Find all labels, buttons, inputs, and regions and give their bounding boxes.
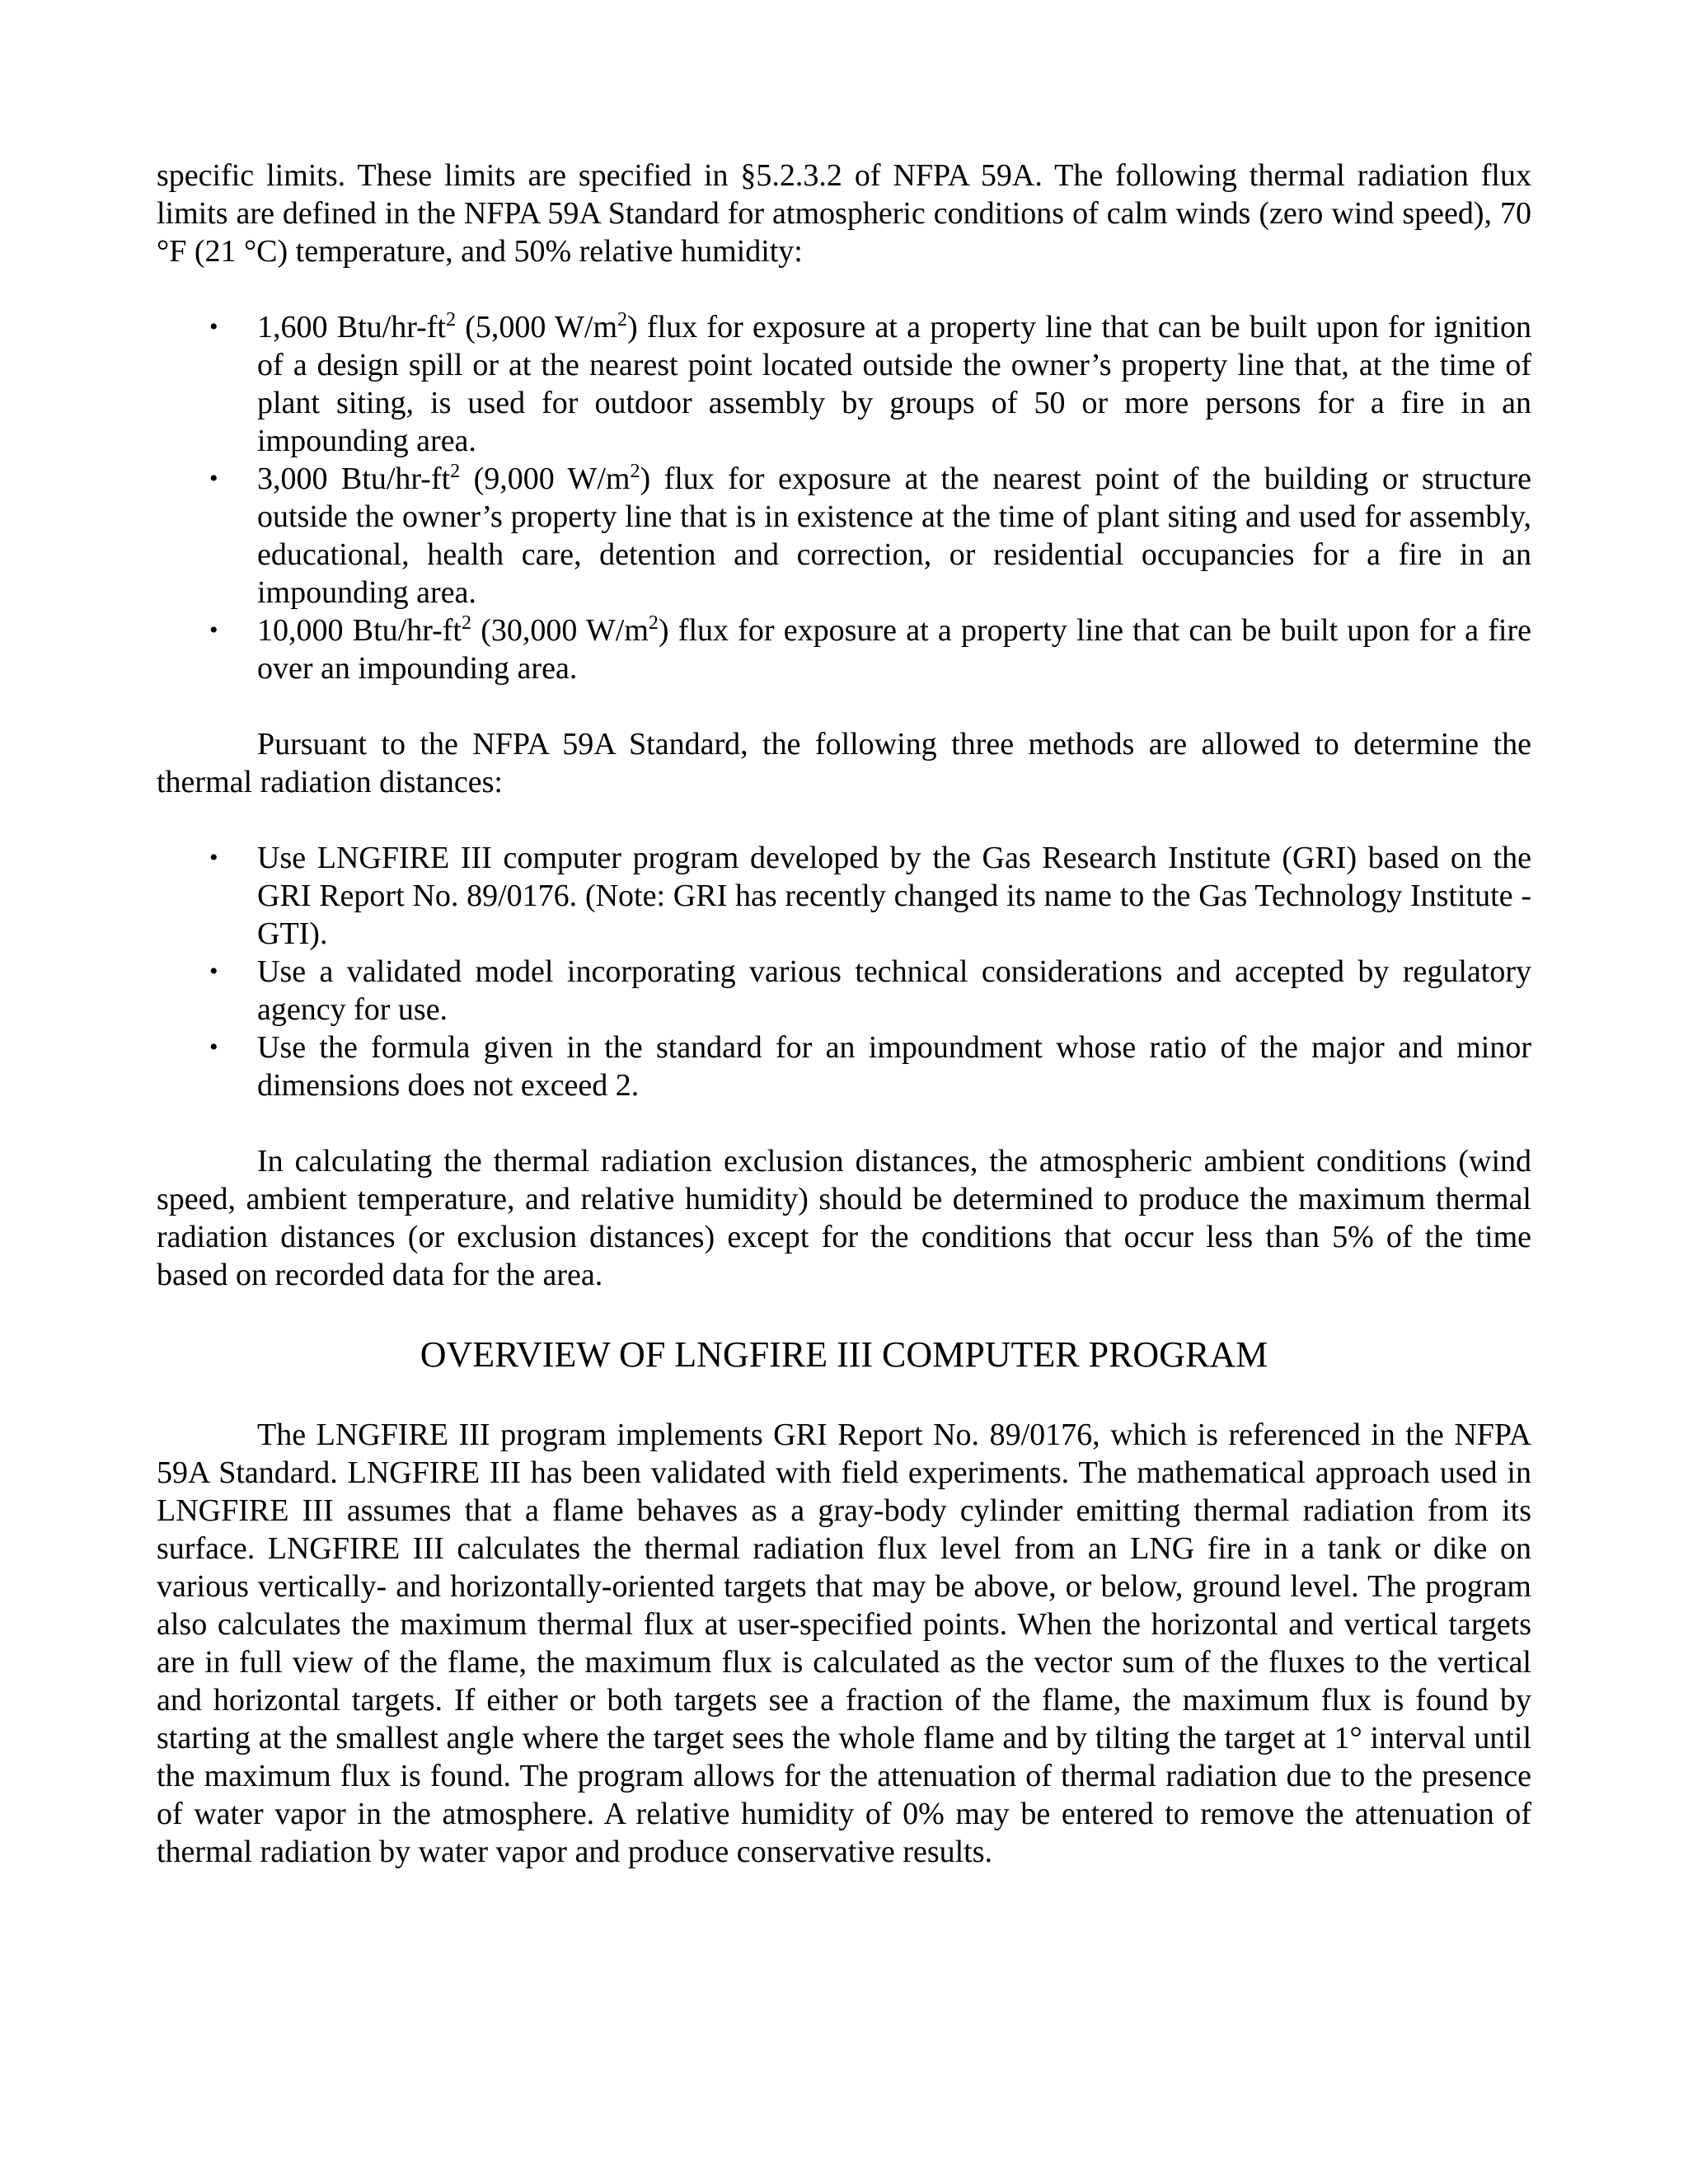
list-item (157, 1029, 1531, 1104)
methods-intro-paragraph: Pursuant to the NFPA 59A Standard, the following three methods are allowed to determine the thermal radiation distances: (157, 727, 1531, 799)
spacer (157, 1104, 1531, 1142)
method-text: Use the formula given in the standard for an impoundment whose ratio of the major and minor dimensions does not exceed 2. (257, 1030, 1531, 1103)
method-text: Use a validated model incorporating various technical considerations and accepted by regulatory agency for use. (257, 954, 1531, 1027)
document-page (157, 157, 1531, 1871)
spacer (157, 1378, 1531, 1416)
spacer (157, 1294, 1531, 1332)
spacer (157, 801, 1531, 839)
methods-list (157, 839, 1531, 1104)
superscript: 2 (648, 612, 659, 634)
superscript: 2 (450, 461, 461, 482)
superscript: 2 (617, 309, 627, 330)
list-item (157, 460, 1531, 612)
bullet-marker: • (209, 465, 218, 492)
superscript: 2 (630, 461, 640, 482)
list-item (157, 953, 1531, 1029)
flux-value-imperial: 3,000 Btu/hr-ft (257, 462, 451, 496)
flux-description: ) flux for exposure at a property line that can be built upon for ignition of a design spill or at the nearest point located outside the owner’s property line that, at the time of plant siting, is used for outdoor assembly by groups of 50 or more persons for a fire in an impounding area. (257, 310, 1531, 458)
superscript: 2 (446, 309, 456, 330)
intro-paragraph: specific limits. These limits are specified in §5.2.3.2 of NFPA 59A. The following thermal radiation flux limits are defined in the NFPA 59A Standard for atmospheric conditions of calm winds (zero wind speed), 70 °F (21 °C) temperature, and 50% relative humidity: (157, 158, 1531, 269)
bullet-marker: • (209, 958, 218, 985)
list-item (157, 612, 1531, 687)
bullet-marker: • (209, 313, 218, 340)
flux-value-metric: (30,000 W/m (471, 613, 649, 648)
flux-value-metric: (9,000 W/m (460, 462, 631, 496)
bullet-marker: • (209, 616, 218, 644)
flux-description: ) flux for exposure at a property line that can be built upon for a fire over an impounding area. (257, 613, 1532, 686)
method-text: Use LNGFIRE III computer program developed by the Gas Research Institute (GRI) based on the GRI Report No. 89/0176. (Note: GRI has recently changed its name to the Gas Technology Institute - GTI). (257, 841, 1531, 951)
spacer (157, 687, 1531, 725)
ambient-conditions-paragraph: In calculating the thermal radiation exclusion distances, the atmospheric ambient conditions (wind speed, ambient temperature, and relative humidity) should be determined to produce the maximum thermal radiation distances (or exclusion distances) except for the conditions that occur less than 5% of the time based on recorded data for the area. (157, 1144, 1531, 1292)
overview-paragraph: The LNGFIRE III program implements GRI Report No. 89/0176, which is referenced in the NFPA 59A Standard. LNGFIRE III has been validated with field experiments. The mathematical approach used in LNGFIRE III assumes that a flame behaves as a gray-body cylinder emitting thermal radiation from its surface. LNGFIRE III calculates the thermal radiation flux level from an LNG fire in a tank or dike on various vertically- and horizontally-oriented targets that may be above, or below, ground level. The program also calculates the maximum thermal flux at user-specified points. When the horizontal and vertical targets are in full view of the flame, the maximum flux is calculated as the vector sum of the fluxes to the vertical and horizontal targets. If either or both targets see a fraction of the flame, the maximum flux is found by starting at the smallest angle where the target sees the whole flame and by tilting the target at 1° interval until the maximum flux is found. The program allows for the attenuation of thermal radiation due to the presence of water vapor in the atmosphere. A relative humidity of 0% may be entered to remove the attenuation of thermal radiation by water vapor and produce conservative results. (157, 1418, 1531, 1869)
flux-value-imperial: 10,000 Btu/hr-ft (257, 613, 462, 648)
bullet-marker: • (209, 1033, 218, 1061)
list-item (157, 839, 1531, 953)
superscript: 2 (461, 612, 471, 634)
flux-description: ) flux for exposure at the nearest point of the building or structure outside the owner’s property line that is in existence at the time of plant siting and used for assembly, educational, health care, detention and correction, or residential occupancies for a fire in an impounding area. (257, 462, 1531, 610)
spacer (157, 270, 1531, 308)
section-heading: OVERVIEW OF LNGFIRE III COMPUTER PROGRAM (420, 1334, 1268, 1375)
flux-value-metric: (5,000 W/m (456, 310, 617, 344)
bullet-marker: • (209, 844, 218, 871)
flux-value-imperial: 1,600 Btu/hr-ft (257, 310, 446, 344)
flux-limits-list (157, 308, 1531, 687)
list-item (157, 308, 1531, 460)
